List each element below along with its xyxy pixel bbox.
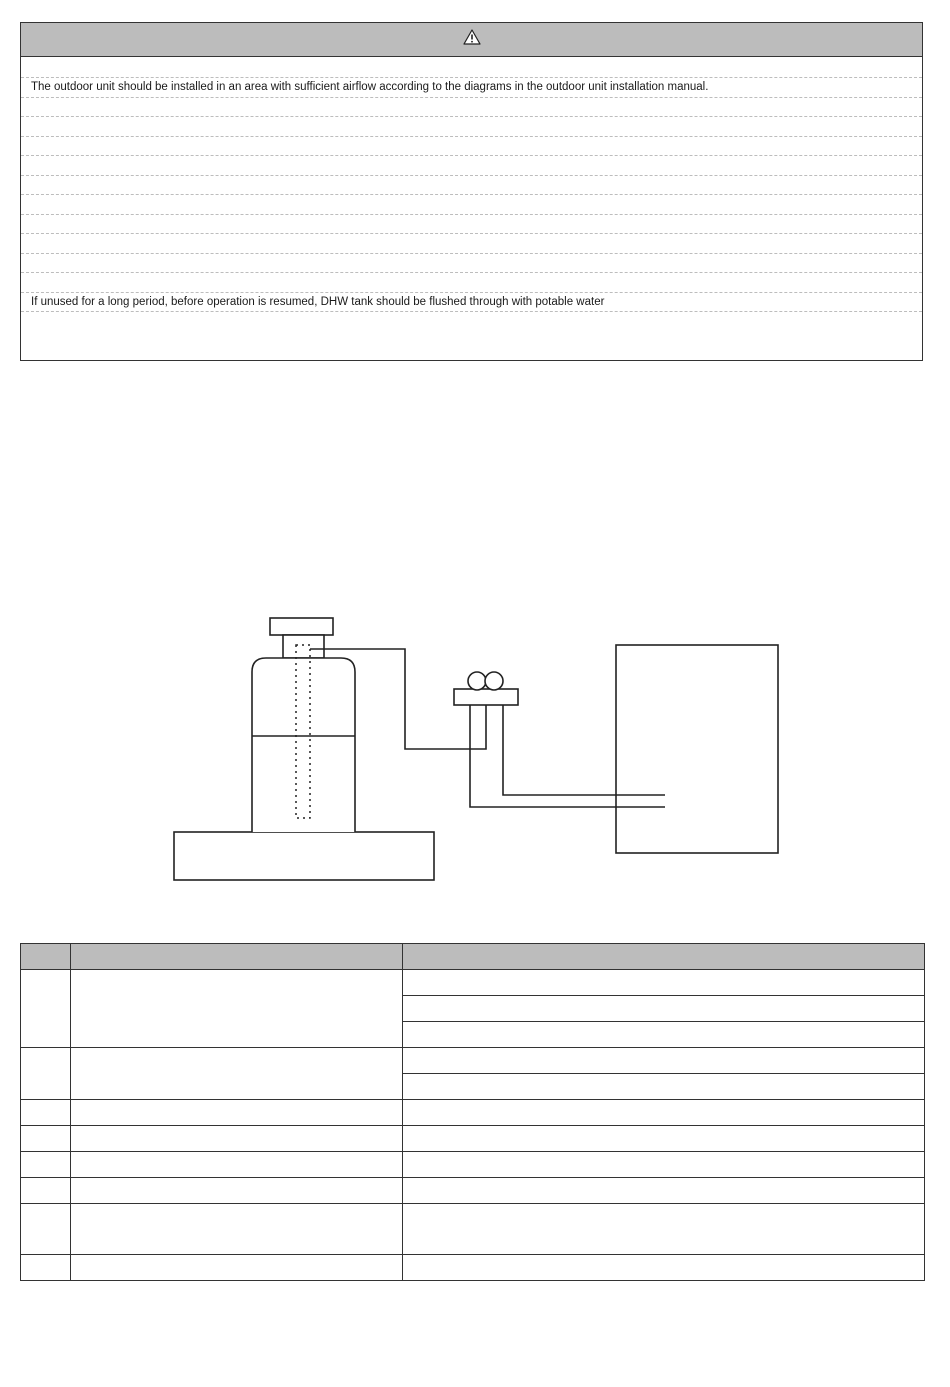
table-row [21, 1178, 925, 1204]
caution-line: If unused for a long period, before operation is resumed, DHW tank should be flushed through with potable water [21, 293, 922, 313]
table-row [21, 1152, 925, 1178]
table-cell [403, 1178, 925, 1204]
table-cell [21, 1126, 71, 1152]
caution-line [21, 98, 922, 118]
caution-line [21, 176, 922, 196]
caution-line [21, 117, 922, 137]
gauge-high-icon [485, 672, 503, 690]
caution-line [21, 137, 922, 157]
table-row [21, 1100, 925, 1126]
table-cell [21, 1152, 71, 1178]
table-cell [71, 970, 403, 1048]
manifold-body [454, 689, 518, 705]
caution-header [21, 23, 922, 57]
caution-line [21, 57, 922, 78]
table-cell [71, 1048, 403, 1100]
caution-box [20, 22, 923, 361]
table-cell [403, 1100, 925, 1126]
table-cell [71, 1152, 403, 1178]
table-cell [403, 1204, 925, 1255]
outdoor-unit [616, 645, 778, 853]
table-cell [403, 996, 925, 1022]
table-cell [21, 970, 71, 1048]
table-cell [21, 1100, 71, 1126]
table-cell [21, 1178, 71, 1204]
table-cell [71, 1100, 403, 1126]
table-cell [21, 1255, 71, 1281]
table-row [21, 970, 925, 996]
caution-line [21, 254, 922, 274]
spec-table [20, 943, 925, 1281]
refrigerant-cylinder [252, 658, 355, 832]
table-row [21, 1048, 925, 1074]
table-row [21, 1204, 925, 1255]
table-cell [403, 1152, 925, 1178]
table-cell [403, 1074, 925, 1100]
caution-line [21, 195, 922, 215]
table-cell [21, 1048, 71, 1100]
table-cell [71, 1178, 403, 1204]
table-cell [21, 1204, 71, 1255]
high-side-hose [503, 705, 665, 795]
caution-line [21, 215, 922, 235]
warning-triangle-icon [463, 29, 481, 50]
table-row [21, 1255, 925, 1281]
caution-line [21, 156, 922, 176]
cylinder-neck [283, 635, 324, 658]
caution-line [21, 273, 922, 293]
caution-line [21, 234, 922, 254]
table-cell [71, 1255, 403, 1281]
scale-platform [174, 832, 434, 880]
refrigerant-charging-diagram [0, 600, 950, 900]
cylinder-cap [270, 618, 333, 635]
table-header-cell [71, 944, 403, 970]
caution-line [21, 312, 922, 346]
table-header-cell [403, 944, 925, 970]
table-cell [403, 970, 925, 996]
table-row [21, 1126, 925, 1152]
table-cell [71, 1126, 403, 1152]
caution-line: The outdoor unit should be installed in an area with sufficient airflow according to the diagrams in the outdoor unit installation manual. [21, 78, 922, 98]
table-header-cell [21, 944, 71, 970]
gauge-low-icon [468, 672, 486, 690]
table-cell [71, 1204, 403, 1255]
table-cell [403, 1255, 925, 1281]
table-cell [403, 1126, 925, 1152]
low-side-hose [470, 705, 665, 807]
table-cell [403, 1022, 925, 1048]
table-header-row [21, 944, 925, 970]
table-cell [403, 1048, 925, 1074]
caution-lines [21, 57, 922, 346]
